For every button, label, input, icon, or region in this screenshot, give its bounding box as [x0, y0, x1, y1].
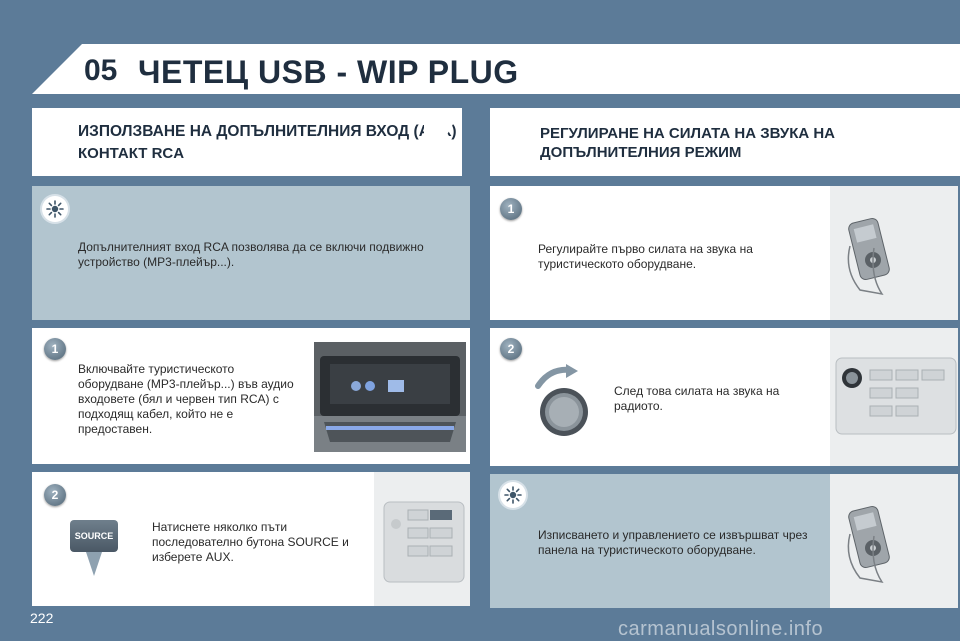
radio-volume-image	[830, 328, 958, 466]
page-number: 222	[30, 610, 54, 626]
title-band-corner	[32, 44, 82, 94]
glovebox-aux-photo	[314, 342, 466, 452]
left-section-heading-line1: ИЗПОЛЗВАНЕ НА ДОПЪЛНИТЕЛНИЯ ВХОД (AUX)	[78, 123, 457, 140]
left-section-header	[32, 108, 462, 176]
left-section-heading-line2: КОНТАКТ RCA	[78, 145, 185, 162]
right-step2-text: След това силата на звука на радиото.	[614, 384, 780, 413]
left-tip-panel	[32, 186, 470, 320]
tip-icon	[500, 482, 526, 508]
left-section-header-slant	[424, 108, 462, 176]
source-button-illustration	[70, 520, 118, 568]
chapter-number: 05	[84, 54, 118, 87]
right-step1-panel	[490, 186, 958, 320]
left-step1-panel	[32, 328, 470, 464]
radio-panel-source-image	[374, 472, 470, 606]
right-step2-panel	[490, 328, 958, 466]
step-2-badge: 2	[44, 484, 66, 506]
page-title: ЧЕТЕЦ USB - WIP PLUG	[138, 54, 519, 90]
tip-icon	[42, 196, 68, 222]
left-step2-text: Натиснете няколко пъти последователно бутона SOURCE и изберете AUX.	[152, 520, 349, 564]
press-arrow-icon	[84, 552, 104, 578]
mp3-player-hand-image	[830, 186, 958, 320]
watermark: carmanualsonline.info	[618, 618, 824, 640]
right-section-header	[490, 108, 960, 176]
left-tip-text: Допълнителният вход RCA позволява да се включи подвижно устройство (MP3-плейър...).	[78, 240, 424, 269]
step-1-badge: 1	[44, 338, 66, 360]
left-step1-text: Включвайте туристическото оборудване (MP3-плейър...) във аудио входовете (бял и червен тип RCA) с подходящ кабел, който не е предоставен.	[78, 362, 294, 436]
volume-knob-icon	[530, 362, 610, 442]
left-step2-panel	[32, 472, 470, 606]
right-section-heading: РЕГУЛИРАНЕ НА СИЛАТА НА ЗВУКА НА ДОПЪЛНИТЕЛНИЯ РЕЖИМ	[540, 125, 836, 161]
step-2-badge: 2	[500, 338, 522, 360]
source-button-label: SOURCE	[70, 520, 118, 552]
right-tip-text: Изписването и управлението се извършват чрез панела на туристическото оборудване.	[538, 528, 808, 557]
right-step1-text: Регулирайте първо силата на звука на туристическото оборудване.	[538, 242, 753, 271]
step-1-badge: 1	[500, 198, 522, 220]
mp3-player-hand-image	[830, 474, 958, 608]
right-tip-panel	[490, 474, 958, 608]
